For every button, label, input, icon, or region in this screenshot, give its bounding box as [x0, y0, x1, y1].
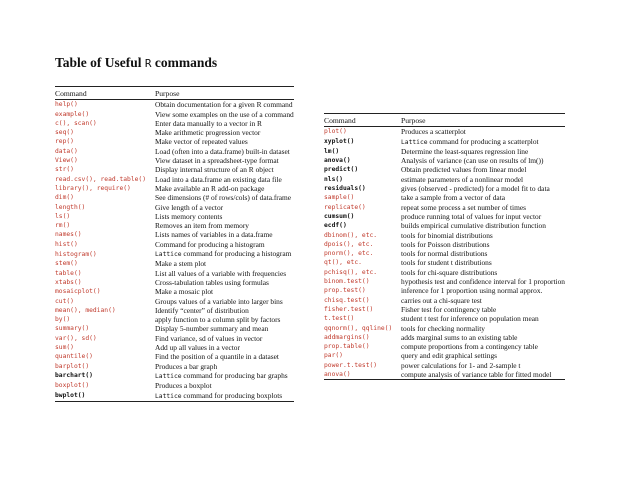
purpose-cell: [155, 249, 294, 259]
table-row: [324, 193, 565, 202]
page-title-r: R: [144, 57, 152, 70]
purpose-cell: [401, 156, 565, 165]
command-cell: cumsum(): [324, 212, 355, 220]
table-row: [55, 119, 294, 128]
purpose-text: adds marginal sums to an existing table: [401, 332, 518, 342]
command-cell: ls(): [55, 212, 71, 220]
purpose-cell: [401, 277, 565, 286]
command-cell: sum(): [55, 344, 74, 352]
purpose-cell: [401, 221, 565, 230]
command-cell: summary(): [55, 325, 90, 333]
command-cell: str(): [55, 166, 74, 174]
command-cell: nls(): [324, 175, 343, 183]
purpose-cell: [155, 221, 294, 230]
purpose-cell: [401, 314, 565, 323]
purpose-text: Make a stem plot: [155, 259, 207, 269]
purpose-text: query and edit graphical settings: [401, 351, 498, 361]
purpose-text: Produces a scatterplot: [401, 127, 466, 137]
table-row: [55, 175, 294, 184]
command-cell: rep(): [55, 138, 74, 146]
purpose-text: command for producing bar graphs: [181, 370, 288, 380]
table-row: [324, 249, 565, 258]
page-title-text: Table of Useful: [55, 55, 145, 70]
table-row: [55, 110, 294, 119]
command-cell: barchart(): [55, 372, 93, 380]
purpose-text: take a sample from a vector of data: [401, 193, 506, 203]
purpose-text: inference for 1 proportion using normal approx.: [401, 286, 543, 296]
table-row: [324, 361, 565, 370]
command-cell: predict(): [324, 166, 359, 174]
table-row: [55, 306, 294, 315]
purpose-cell: [155, 230, 294, 239]
command-cell: by(): [55, 316, 71, 324]
purpose-cell: [401, 286, 565, 295]
purpose-text: Command for producing a histogram: [155, 239, 265, 249]
purpose-text: View some examples on the use of a command: [155, 109, 294, 119]
command-cell: histogram(): [55, 250, 97, 258]
purpose-cell: [401, 249, 565, 258]
purpose-cell: [155, 391, 294, 402]
purpose-cell: [401, 361, 565, 370]
command-cell: table(): [55, 269, 82, 277]
command-cell: prop.table(): [324, 343, 370, 351]
purpose-text: produce running total of values for input vector: [401, 211, 542, 221]
purpose-cell: [155, 137, 294, 146]
command-cell: xyplot(): [324, 138, 355, 146]
purpose-text: repeat some process a set number of times: [401, 202, 526, 212]
right-table-body: [324, 127, 565, 380]
command-cell: binom.test(): [324, 278, 370, 286]
command-cell: length(): [55, 203, 86, 211]
table-row: [55, 249, 294, 259]
command-cell: dim(): [55, 194, 74, 202]
table-row: [55, 184, 294, 193]
table-row: [55, 221, 294, 230]
table-row: [55, 343, 294, 352]
purpose-text: tools for binomial distributions: [401, 230, 493, 240]
table-row: [55, 203, 294, 212]
command-cell: residuals(): [324, 185, 366, 193]
purpose-cell: [155, 147, 294, 156]
purpose-cell: [401, 258, 565, 267]
table-row: [324, 184, 565, 193]
purpose-text: gives (observed - predicted) for a model fit to data: [401, 184, 550, 194]
purpose-text: Load into a data.frame an existing data file: [155, 174, 282, 184]
table-row: [55, 193, 294, 202]
purpose-text: tools for chi-square distributions: [401, 267, 498, 277]
purpose-cell: [401, 137, 565, 147]
purpose-cell: [401, 184, 565, 193]
purpose-text: Identify “center” of distribution: [155, 305, 249, 315]
command-cell: anova(): [324, 157, 351, 165]
table-row: [55, 240, 294, 249]
purpose-cell: [401, 175, 565, 184]
left-header-purpose: Purpose: [155, 89, 180, 98]
table-row: [324, 324, 565, 333]
purpose-text: carries out a chi-square test: [401, 295, 482, 305]
command-cell: quantile(): [55, 353, 93, 361]
command-cell: anova(): [324, 371, 351, 379]
purpose-mono: Lattice: [155, 372, 182, 380]
table-row: [55, 100, 294, 110]
purpose-text: Produces a bar graph: [155, 361, 218, 371]
table-row: [55, 352, 294, 361]
command-cell: qt(), etc.: [324, 259, 362, 267]
purpose-cell: [155, 203, 294, 212]
purpose-text: See dimensions (# of rows/cols) of data.frame: [155, 193, 292, 203]
purpose-cell: [155, 212, 294, 221]
command-cell: dbinom(), etc.: [324, 231, 378, 239]
command-cell: qqnorm(), qqline(): [324, 324, 393, 332]
purpose-text: Produces a boxplot: [155, 381, 212, 391]
table-row: [55, 259, 294, 268]
command-cell: ecdf(): [324, 222, 347, 230]
table-row: [55, 230, 294, 239]
command-cell: var(), sd(): [55, 334, 97, 342]
purpose-cell: [155, 110, 294, 119]
table-row: [55, 324, 294, 333]
table-row: [55, 362, 294, 371]
command-cell: prop.test(): [324, 287, 366, 295]
command-cell: seq(): [55, 129, 74, 137]
command-cell: chisq.test(): [324, 296, 370, 304]
purpose-text: tools for Poisson distributions: [401, 239, 490, 249]
table-row: [55, 156, 294, 165]
purpose-text: Add up all values in a vector: [155, 343, 240, 353]
purpose-cell: [401, 231, 565, 240]
table-row: [324, 286, 565, 295]
purpose-cell: [401, 212, 565, 221]
table-row: [324, 342, 565, 351]
left-commands-table: [55, 86, 294, 402]
table-row: [324, 127, 565, 137]
table-row: [55, 165, 294, 174]
purpose-cell: [155, 269, 294, 278]
command-cell: c(), scan(): [55, 119, 97, 127]
purpose-cell: [401, 165, 565, 174]
purpose-cell: [401, 268, 565, 277]
purpose-text: hypothesis test and confidence interval for 1 proportion: [401, 277, 565, 287]
table-row: [324, 333, 565, 342]
purpose-text: Find variance, sd of values in vector: [155, 333, 263, 343]
table-row: [55, 297, 294, 306]
purpose-cell: [401, 370, 565, 380]
purpose-text: List all values of a variable with frequencies: [155, 268, 287, 278]
table-row: [324, 165, 565, 174]
purpose-text: tools for normal distributions: [401, 249, 488, 259]
table-row: [324, 370, 565, 380]
purpose-cell: [155, 381, 294, 390]
purpose-cell: [155, 165, 294, 174]
table-row: [324, 175, 565, 184]
table-row: [324, 258, 565, 267]
table-row: [324, 305, 565, 314]
purpose-text: Cross-tabulation tables using formulas: [155, 277, 269, 287]
command-cell: data(): [55, 147, 78, 155]
command-cell: lm(): [324, 147, 340, 155]
command-cell: rm(): [55, 222, 71, 230]
purpose-cell: [401, 203, 565, 212]
command-cell: mean(), median(): [55, 306, 116, 314]
purpose-text: Analysis of variance (can use on results of lm()): [401, 156, 544, 166]
table-row: [55, 334, 294, 343]
purpose-text: Lists memory contents: [155, 211, 223, 221]
purpose-cell: [155, 119, 294, 128]
purpose-text: Enter data manually to a vector in R: [155, 118, 262, 128]
command-cell: pchisq(), etc.: [324, 268, 378, 276]
purpose-text: Display internal structure of an R object: [155, 165, 274, 175]
purpose-cell: [155, 193, 294, 202]
purpose-cell: [155, 175, 294, 184]
purpose-cell: [155, 184, 294, 193]
table-row: [55, 287, 294, 296]
command-cell: example(): [55, 110, 90, 118]
purpose-cell: [155, 100, 294, 110]
purpose-cell: [155, 352, 294, 361]
purpose-text: student t test for inference on population mean: [401, 314, 539, 324]
purpose-text: View dataset in a spreadsheet-type format: [155, 156, 279, 166]
left-header-command: Command: [55, 89, 87, 98]
table-row: [324, 231, 565, 240]
table-row: [324, 147, 565, 156]
purpose-cell: [155, 324, 294, 333]
table-row: [55, 212, 294, 221]
purpose-text: Make a mosaic plot: [155, 287, 214, 297]
purpose-mono: Lattice: [155, 392, 182, 400]
purpose-text: compute proportions from a contingency table: [401, 342, 538, 352]
command-cell: names(): [55, 231, 82, 239]
purpose-cell: [401, 127, 565, 137]
purpose-cell: [155, 334, 294, 343]
purpose-mono: Lattice: [401, 138, 428, 146]
command-cell: power.t.test(): [324, 361, 378, 369]
table-row: [324, 277, 565, 286]
table-row: [324, 156, 565, 165]
purpose-cell: [155, 343, 294, 352]
command-cell: read.csv(), read.table(): [55, 175, 146, 183]
purpose-text: Obtain documentation for a given R command: [155, 100, 293, 110]
purpose-cell: [155, 259, 294, 268]
purpose-cell: [155, 362, 294, 371]
command-cell: View(): [55, 157, 78, 165]
command-cell: plot(): [324, 128, 347, 136]
table-row: [55, 391, 294, 402]
purpose-cell: [401, 324, 565, 333]
command-cell: hist(): [55, 240, 78, 248]
right-header-command: Command: [324, 116, 356, 125]
purpose-text: Removes an item from memory: [155, 221, 250, 231]
purpose-text: estimate parameters of a nonlinear model: [401, 174, 524, 184]
purpose-cell: [155, 240, 294, 249]
purpose-text: tools for student t distributions: [401, 258, 492, 268]
purpose-text: Determine the least-squares regression line: [401, 146, 529, 156]
purpose-text: Make vector of repeated values: [155, 137, 248, 147]
purpose-text: Give length of a vector: [155, 202, 224, 212]
page-title: [55, 55, 217, 71]
table-row: [324, 351, 565, 360]
table-row: [55, 278, 294, 287]
table-row: [324, 240, 565, 249]
table-row: [55, 381, 294, 390]
left-table-body: [55, 100, 294, 402]
purpose-text: Obtain predicted values from linear model: [401, 165, 527, 175]
page-title-after: commands: [151, 55, 218, 70]
purpose-text: power calculations for 1- and 2-sample t: [401, 360, 521, 370]
purpose-cell: [155, 287, 294, 296]
purpose-cell: [401, 296, 565, 305]
purpose-text: tools for checking normality: [401, 323, 485, 333]
purpose-cell: [401, 351, 565, 360]
table-row: [55, 269, 294, 278]
table-row: [55, 315, 294, 324]
purpose-text: Make arithmetic progression vector: [155, 128, 261, 138]
purpose-text: Display 5-number summary and mean: [155, 324, 269, 334]
command-cell: library(), require(): [55, 184, 131, 192]
purpose-cell: [401, 342, 565, 351]
table-row: [55, 371, 294, 381]
purpose-text: builds empirical cumulative distribution function: [401, 221, 546, 231]
purpose-text: Find the position of a quantile in a dataset: [155, 352, 279, 362]
command-cell: bwplot(): [55, 392, 86, 399]
right-header-purpose: Purpose: [401, 116, 426, 125]
purpose-text: Lists names of variables in a data.frame: [155, 230, 273, 240]
purpose-cell: [401, 305, 565, 314]
command-cell: pnorm(), etc.: [324, 250, 374, 258]
purpose-text: compute analysis of variance table for fitted model: [401, 370, 552, 380]
command-cell: replicate(): [324, 203, 366, 211]
command-cell: mosaicplot(): [55, 288, 101, 296]
command-cell: dpois(), etc.: [324, 240, 374, 248]
purpose-text: Groups values of a variable into larger bins: [155, 296, 283, 306]
purpose-cell: [155, 297, 294, 306]
purpose-cell: [401, 333, 565, 342]
table-row: [55, 147, 294, 156]
purpose-cell: [155, 371, 294, 381]
table-row: [324, 212, 565, 221]
command-cell: help(): [55, 101, 78, 109]
command-cell: addmargins(): [324, 333, 370, 341]
command-cell: barplot(): [55, 362, 90, 370]
table-row: [324, 314, 565, 323]
purpose-cell: [401, 147, 565, 156]
command-cell: par(): [324, 352, 343, 360]
purpose-text: apply function to a column split by factors: [155, 315, 281, 325]
purpose-cell: [155, 315, 294, 324]
table-row: [324, 137, 565, 147]
command-cell: t.test(): [324, 315, 355, 323]
command-cell: boxplot(): [55, 382, 90, 390]
purpose-text: Fisher test for contingency table: [401, 304, 497, 314]
purpose-text: command for producing boxplots: [181, 390, 283, 400]
command-cell: cut(): [55, 297, 74, 305]
purpose-cell: [401, 193, 565, 202]
purpose-cell: [155, 278, 294, 287]
purpose-cell: [155, 128, 294, 137]
command-cell: xtabs(): [55, 278, 82, 286]
right-commands-table: [324, 113, 565, 380]
table-row: [55, 128, 294, 137]
command-cell: stem(): [55, 260, 78, 268]
command-cell: sample(): [324, 194, 355, 202]
command-cell: fisher.test(): [324, 305, 374, 313]
table-row: [324, 221, 565, 230]
purpose-cell: [155, 156, 294, 165]
table-row: [324, 203, 565, 212]
table-row: [324, 268, 565, 277]
purpose-cell: [155, 306, 294, 315]
purpose-text: command for producing a scatterplot: [427, 136, 539, 146]
purpose-text: command for producing a histogram: [181, 249, 292, 259]
purpose-text: Make available an R add-on package: [155, 183, 265, 193]
purpose-text: Load (often into a data.frame) built-in dataset: [155, 146, 290, 156]
purpose-mono: Lattice: [155, 251, 182, 259]
table-row: [324, 296, 565, 305]
table-row: [55, 137, 294, 146]
purpose-cell: [401, 240, 565, 249]
